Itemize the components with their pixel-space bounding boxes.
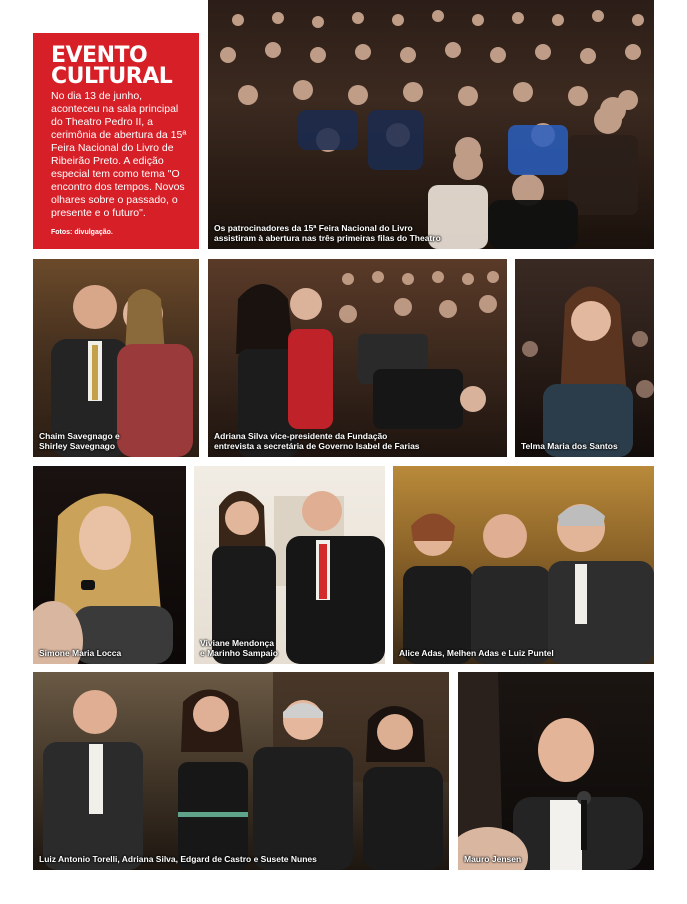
group-scene [33, 672, 449, 870]
article-title [51, 45, 190, 87]
photo-caption: Telma Maria dos Santos [521, 441, 618, 451]
photo-viviane-marinho [194, 466, 385, 664]
mauro-scene [458, 672, 654, 870]
photo-caption: Chaim Savegnago e Shirley Savegnago [39, 431, 120, 451]
adriana-scene [208, 259, 507, 457]
photo-caption: Viviane Mendonça e Marinho Sampaio [200, 638, 278, 658]
photo-alice-melhen-luiz [393, 466, 654, 664]
photo-caption: Simone Maria Locca [39, 648, 122, 658]
photo-caption: Alice Adas, Melhen Adas e Luiz Puntel [399, 648, 554, 658]
photo-caption: Mauro Jensen [464, 854, 522, 864]
photo-simone [33, 466, 186, 664]
photo-caption: Os patrocinadores da 15ª Feira Nacional do Livro assistiram à abertura nas três primeiras filas do Theatro [214, 223, 441, 243]
article-body: No dia 13 de junho, aconteceu na sala principal do Theatro Pedro II, a cerimônia de abertura da 15ª Feira Nacional do Livro de Ribeirão Preto. A edição especial tem como tema "O encontro dos tempos. Novos olhares sobre o passado, o presente e o futuro". [51, 90, 187, 219]
photo-luiz-adriana-edgard-susete [33, 672, 449, 870]
viviane-scene [194, 466, 385, 664]
chaim-scene [33, 259, 199, 457]
alice-scene [393, 466, 654, 664]
photo-telma [515, 259, 654, 457]
photo-chaim-shirley [33, 259, 199, 457]
photo-audience [208, 0, 654, 249]
photo-adriana-interview [208, 259, 507, 457]
photo-credit: Fotos: divulgação. [51, 229, 113, 236]
title-line-1: EVENTO [51, 43, 148, 68]
telma-scene [515, 259, 654, 457]
photo-caption: Luiz Antonio Torelli, Adriana Silva, Edgard de Castro e Susete Nunes [39, 854, 317, 864]
article-box [33, 33, 199, 249]
photo-caption: Adriana Silva vice-presidente da Fundação entrevista a secretária de Governo Isabel de Farias [214, 431, 420, 451]
title-line-2: CULTURAL [51, 64, 173, 89]
audience-scene [208, 0, 654, 249]
photo-mauro [458, 672, 654, 870]
simone-scene [33, 466, 186, 664]
